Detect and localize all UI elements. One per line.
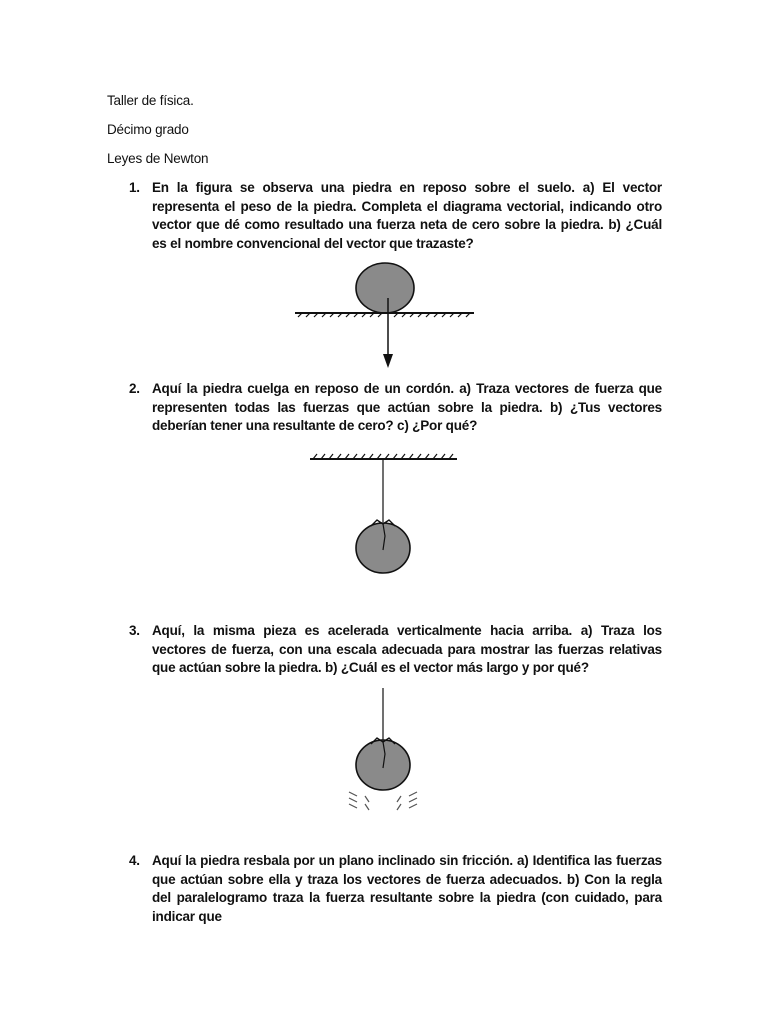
figure-stone-accelerated-up (335, 688, 435, 823)
question-text: En la figura se observa una piedra en reposo sobre el suelo. a) El vector representa el peso de la piedra. Completa el diagrama vectorial, indicando otro vector que dé como resultado una fuerza neta de cero sobre la piedra. b) ¿Cuál es el nombre convencional del vector que trazaste? (152, 180, 662, 251)
question-number: 3. (129, 623, 140, 638)
question-text: Aquí, la misma pieza es acelerada verticalmente hacia arriba. a) Traza los vectores de fuerza, con una escala adecuada para mostrar las fuerzas relativas que actúan sobre la piedra. b) ¿Cuál es el vector más largo y por qué? (152, 623, 662, 675)
question-3 (107, 622, 662, 682)
question-number: 4. (129, 853, 140, 868)
stone (356, 263, 414, 313)
question-1 (107, 179, 662, 259)
question-text: Aquí la piedra cuelga en reposo de un cordón. a) Traza vectores de fuerza que representen todas las fuerzas que actúan sobre la piedra. b) ¿Tus vectores deberían tener una resultante de cero? c) ¿Por qué? (152, 381, 662, 433)
question-number: 1. (129, 180, 140, 195)
motion-lines (349, 792, 417, 810)
question-number: 2. (129, 381, 140, 396)
question-text: Aquí la piedra resbala por un plano inclinado sin fricción. a) Identifica las fuerzas que actúan sobre ella y traza los vectores de fuerza adecuados. b) Con la regla del paralelogramo traza la fuerza resultante sobre la piedra (con cuidado, para indicar que (152, 853, 662, 924)
worksheet-title: Taller de física. (107, 93, 194, 108)
topic-label: Leyes de Newton (107, 151, 209, 166)
figure-stone-hanging (305, 450, 465, 580)
question-4 (107, 852, 662, 924)
question-2 (107, 380, 662, 440)
figure-stone-on-ground (290, 258, 490, 373)
weight-vector-arrowhead (383, 354, 393, 368)
grade-label: Décimo grado (107, 122, 189, 137)
